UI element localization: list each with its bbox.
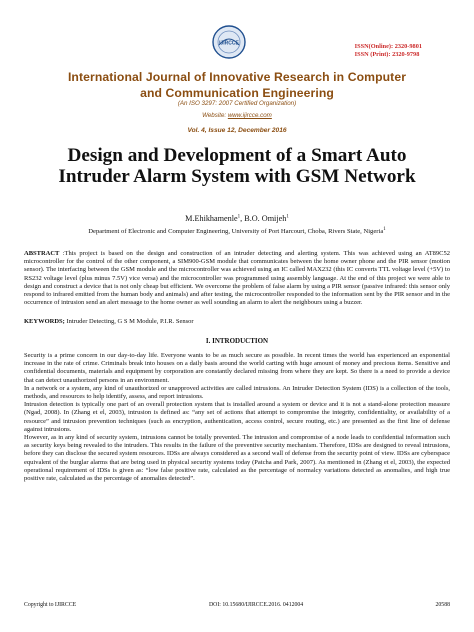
footer-doi: DOI: 10.15680/IJIRCCE.2016. 0412004 xyxy=(209,602,304,608)
intro-paragraph: Security is a prime concern in our day-to-day life. Everyone wants to be as much secure as possible. In recent times the world has experienced an exponential increase in the rate of crime. Criminals break into houses on a daily basis around the world carting with huge amount of money and precious items. Sensitive and confidential documents, materials and equipment by corporation are constantly declared missing from where they are kept. So there is a need to provide a device that can detect unauthorized persons in an environment. xyxy=(24,352,450,384)
intro-paragraph: However, as in any kind of security system, intrusions cannot be totally prevented. The intrusion and compromise of a node leads to confidential information such as security keys being revealed to the intruders. This results in the failure of the preventive security mechanism. Therefore, IDSs are designed to reveal intrusions, before they can disclose the secured system resources. IDSs are always considered as a second wall of defense from the security point of view. IDSs are cyberspace equivalent of the burglar alarms that are being used in physical security systems today (Patcha and Park, 2007). As mentioned in (Zhang et el, 2003), the expected operational requirement of IDSs is given as: “low false positive rate, calculated as the percentage of normalcy variations detected as anomalies, and high true positive rate, calculated as the percentage of anomalies detected”. xyxy=(24,434,450,483)
affiliation xyxy=(24,228,450,235)
affiliation-text: Department of Electronic and Computer Engineering, University of Port Harcourt, Choba, Rivers State, Nigeria xyxy=(88,228,384,235)
footer-page-number: 20588 xyxy=(435,602,450,608)
affiliation-sup: 1 xyxy=(383,226,386,232)
issn-block xyxy=(355,43,422,60)
section-heading-introduction: I. INTRODUCTION xyxy=(205,337,269,345)
abstract-text: :This project is based on the design and construction of an intruder detecting and alerting system. This was achieved using an AT89C52 microcontroller for the control of the other component, a SIM900-GSM module that communicates between the home owner phone and the PIR sensor (motion sensor). The interfacing between the GSM module and the microcontroller was achieved using an IC called MAX232 (this IC converts TTL voltage level (+5V) to RS232 voltage level (plus minus 7.5V) vice versa) and the microcontroller was programmed using assembly language. At the end of this project we were able to design and construct a device that is not only cheap but efficient. We overcome the problem of false alarm by using a PIR sensor (passive infrared: this sensor only respond to infrared emitted from the human body and animals) and after testing, the microcontroller responded to the information sent by the PIR sensor and in the occurrence of intrusion send an alert message to the home owner as well sounding an alarm to alert the neighbours using a buzzer. xyxy=(24,250,451,307)
author-separator: , xyxy=(240,214,245,223)
website-line xyxy=(0,112,474,119)
journal-title xyxy=(0,69,474,101)
journal-logo-icon xyxy=(212,25,246,59)
website-link[interactable]: www.ijircce.com xyxy=(227,112,272,119)
issn-print: ISSN (Print): 2320-9798 xyxy=(354,51,420,59)
footer-copyright: Copyright to IJIRCCE xyxy=(24,602,77,608)
volume-issue: Vol. 4, Issue 12, December 2016 xyxy=(187,127,287,134)
issn-online: ISSN(Online): 2320-9801 xyxy=(354,43,422,50)
author-1: M.Ehikhamenle xyxy=(185,214,238,223)
author-2-sup: 1 xyxy=(286,214,289,220)
keywords-label: KEYWORDS; xyxy=(24,318,65,325)
keywords-text: Intruder Detecting, G S M Module, P.I.R. Sensor xyxy=(64,318,194,325)
journal-title-line1: International Journal of Innovative Research in Computer xyxy=(67,70,407,84)
paper-title: Design and Development of a Smart Auto Intruder Alarm System with GSM Network xyxy=(58,145,416,187)
authors xyxy=(0,214,474,223)
abstract-label: ABSTRACT xyxy=(24,250,60,257)
logo-text: IJIRCCE xyxy=(219,40,239,47)
intro-paragraph: Intrusion detection is typically one part of an overall protection system that is installed around a system or device and it is not a stand-alone protection measure (Ngad, 2008). In (Zhang et el, 2003), intrusion is defined as: “any set of actions that attempt to compromise the integrity, confidentiality, or availability of a resource” and intrusion prevention techniques (such as encryption, authentication, access control, secure routing, etc.) are presented as the first line of defense against intrusions. xyxy=(24,401,450,433)
journal-logo xyxy=(212,25,246,59)
iso-certification: (An ISO 3297: 2007 Certified Organization) xyxy=(177,100,297,107)
journal-title-line2: and Communication Engineering xyxy=(140,86,334,100)
abstract xyxy=(24,250,450,307)
intro-paragraph: In a network or a system, any kind of unauthorized or unapproved activities are called intrusions. An Intruder Detection System (IDS) is a collection of the tools, methods, and resources to help identify, assess, and report intrusions. xyxy=(24,384,450,401)
keywords xyxy=(24,318,450,326)
author-2: B.O. Omijeh xyxy=(244,214,287,223)
website-label: Website: xyxy=(202,112,228,119)
author-1-sup: 1 xyxy=(237,214,241,220)
introduction-body xyxy=(24,352,450,483)
